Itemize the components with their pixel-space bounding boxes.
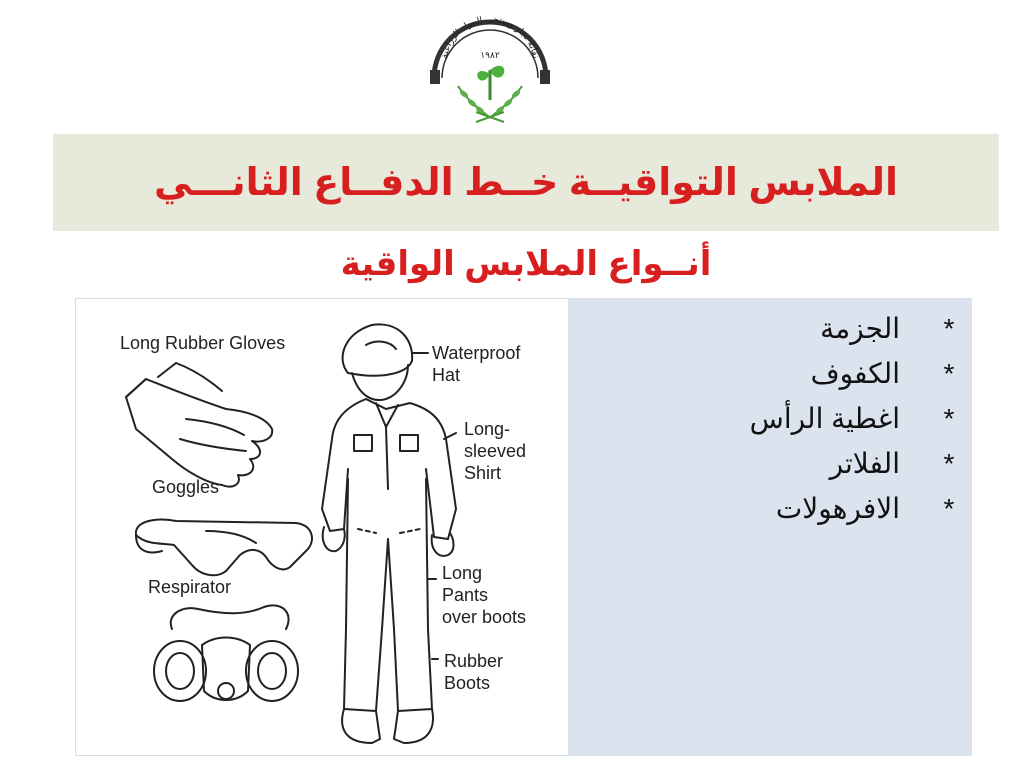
protective-clothing-figure bbox=[76, 299, 567, 755]
list-item-text: الكفوف bbox=[810, 358, 900, 389]
label-boots-1: Rubber bbox=[444, 651, 504, 671]
slide-subtitle: أنــواع الملابس الواقية bbox=[340, 245, 712, 283]
bullet-star: * bbox=[943, 357, 955, 389]
label-shirt-3: Shirt bbox=[464, 463, 502, 483]
respirator-icon bbox=[154, 605, 298, 701]
label-boots-2: Boots bbox=[444, 673, 491, 693]
list-item bbox=[568, 486, 968, 531]
bullet-star: * bbox=[943, 447, 955, 479]
label-hat-1: Waterproof bbox=[432, 343, 521, 363]
label-pants-1: Long bbox=[442, 563, 483, 583]
logo-year: ١٩٨٢ bbox=[480, 51, 500, 61]
logo bbox=[418, 0, 561, 131]
label-shirt-1: Long- bbox=[464, 419, 511, 439]
label-hat-2: Hat bbox=[432, 365, 461, 385]
label-pants-2: Pants bbox=[442, 585, 489, 605]
list-item bbox=[568, 441, 968, 486]
bullet-star: * bbox=[943, 312, 955, 344]
gloves-icon bbox=[126, 363, 272, 487]
list-item bbox=[568, 306, 968, 351]
protective-clothing-illustration bbox=[76, 299, 567, 755]
list-item bbox=[568, 351, 968, 396]
list-item-text: الجزمة bbox=[820, 313, 900, 344]
goggles-icon bbox=[136, 520, 312, 576]
label-goggles: Goggles bbox=[152, 477, 220, 497]
logo-arc-text: نقابة تجار ومنتجي المواد الزراعية bbox=[439, 14, 541, 60]
logo-emblem-icon bbox=[418, 0, 561, 131]
bullet-star: * bbox=[943, 492, 955, 524]
slide-title: الملابس التواقيــة خــط الدفــاع الثانـــي bbox=[153, 162, 899, 204]
list-item-text: الفلاتر bbox=[829, 448, 900, 479]
list-item-text: الافرهولات bbox=[775, 493, 900, 524]
clothing-types-list bbox=[568, 306, 968, 531]
label-shirt-2: sleeved bbox=[464, 441, 527, 461]
list-item-text: اغطية الرأس bbox=[749, 403, 900, 434]
bullet-star: * bbox=[943, 402, 955, 434]
label-gloves: Long Rubber Gloves bbox=[120, 333, 286, 353]
list-item bbox=[568, 396, 968, 441]
label-respirator: Respirator bbox=[148, 577, 232, 597]
worker-figure-icon bbox=[322, 324, 456, 743]
label-pants-3: over boots bbox=[442, 607, 527, 627]
